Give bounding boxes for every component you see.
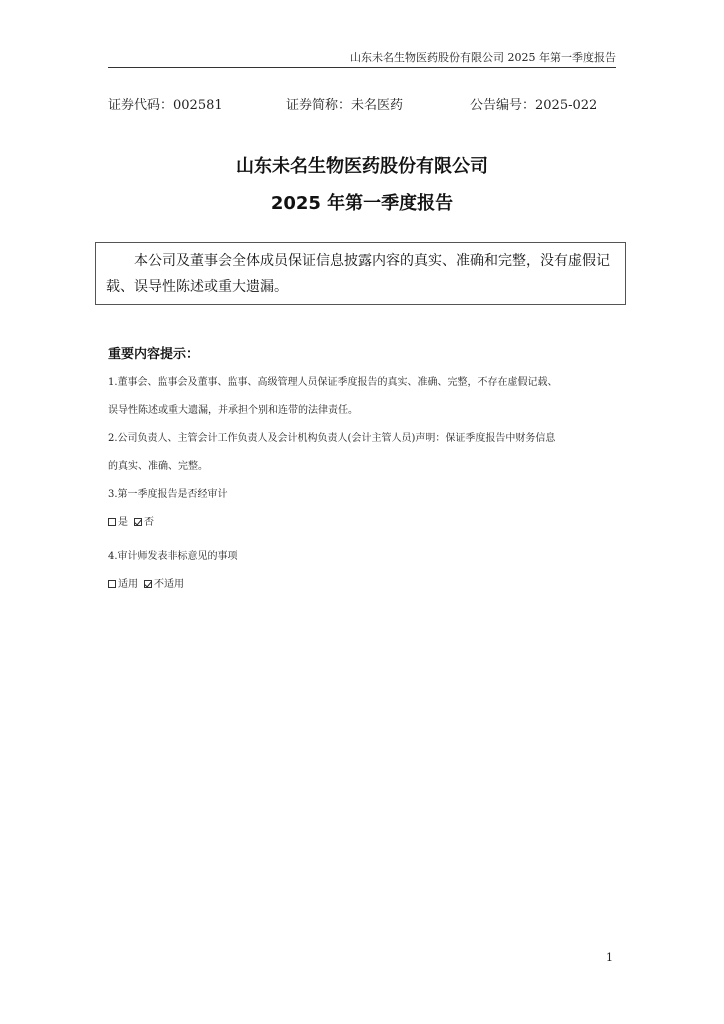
stock-abbreviation: 证券简称：未名医药	[286, 98, 404, 113]
option-not-applicable-label: 不适用	[154, 579, 184, 590]
stock-code: 证券代码：002581	[108, 98, 223, 113]
option-applicable-label: 适用	[118, 579, 138, 590]
item-3-question: 3.第一季度报告是否经审计	[108, 489, 228, 500]
checkbox-checked-icon	[144, 580, 152, 588]
option-yes-label: 是	[118, 517, 128, 528]
item-2-line-1: 2.公司负责人、主管会计工作负责人及会计机构负责人(会计主管人员)声明：保证季度报告中财务信息	[108, 433, 556, 444]
statement-box	[95, 242, 626, 305]
item-1-line-2: 误导性陈述或重大遗漏，并承担个别和连带的法律责任。	[108, 405, 358, 416]
item-2	[108, 425, 620, 481]
item-1	[108, 369, 620, 425]
statement-text: 本公司及董事会全体成员保证信息披露内容的真实、准确和完整，没有虚假记载、误导性陈述或重大遗漏。	[106, 253, 610, 295]
item-2-line-2: 的真实、准确、完整。	[108, 461, 208, 472]
item-3-options	[108, 509, 620, 537]
option-no-label: 否	[144, 517, 154, 528]
checkbox-unchecked-icon	[108, 518, 116, 526]
checkbox-checked-icon	[134, 518, 142, 526]
report-title: 2025 年第一季度报告	[270, 193, 454, 214]
notice-number: 公告编号：2025-022	[470, 98, 598, 113]
company-title: 山东未名生物医药股份有限公司	[236, 156, 488, 177]
running-header: 山东未名生物医药股份有限公司 2025 年第一季度报告	[350, 51, 616, 64]
page-number: 1	[606, 951, 613, 964]
item-4-question: 4.审计师发表非标意见的事项	[108, 551, 238, 562]
checkbox-unchecked-icon	[108, 580, 116, 588]
item-4-options	[108, 571, 620, 599]
item-1-line-1: 1.董事会、监事会及董事、监事、高级管理人员保证季度报告的真实、准确、完整，不存在虚假记载、	[108, 377, 558, 388]
header-rule	[108, 67, 616, 68]
important-heading: 重要内容提示：	[108, 347, 200, 362]
